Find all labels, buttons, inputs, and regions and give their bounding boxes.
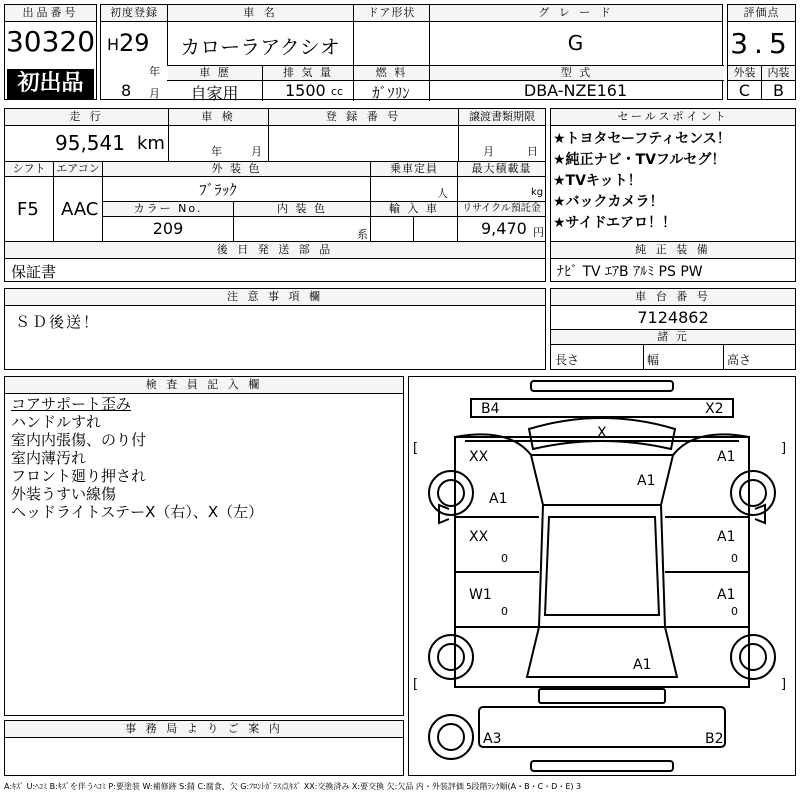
shift-value: F5 [17,199,39,220]
score-box [727,4,796,100]
inspector-note: ハンドルすれ [11,413,102,431]
inspection-label: 車 検 [168,109,268,126]
selling-point: ★バックカメラ！ [553,194,664,210]
first-listing-badge: 初出品 [7,69,94,99]
color-no-label: カラー No. [103,202,233,216]
length-label: 長さ [555,353,580,367]
yen-unit: 円 [533,226,544,239]
load-unit: kg [531,187,544,198]
mark-w1-mid-left: W1 [469,587,492,603]
mark-zero-1: 0 [501,552,508,565]
width-label: 幅 [647,353,660,367]
recycle-label: リサイクル預託金 [458,202,545,216]
later-parts-box [4,241,546,282]
history-label: 車 歴 [168,66,262,80]
selling-point: ★純正ナビ・TVフルセグ！ [553,152,726,168]
reg-month: 8 [121,81,132,100]
color-number: 209 [152,219,184,238]
model-code: DBA-NZE161 [523,81,628,100]
capacity-label: 乗車定員 [371,162,457,176]
era: H [107,35,120,54]
car-name-label: 車 名 [167,5,353,22]
month-unit: 月 [149,87,160,100]
inspector-note: コアサポート歪み [11,395,132,413]
chassis-number: 7124862 [637,308,709,327]
notes-box [4,288,546,370]
lot-number: 30320 [5,25,96,58]
mileage-value: 95,541 [55,131,125,155]
chassis-box [550,288,796,370]
notes-label: 注 意 事 項 欄 [5,289,545,306]
selling-point: ★サイドエアロ！！ [553,215,677,231]
fuel-type: ｶﾞｿﾘﾝ [372,84,410,102]
door-label: ドア形状 [353,5,429,22]
vehicle-info-top [100,4,723,103]
ext-label: 外装 [728,66,761,80]
mark-zero-2: 0 [731,552,738,565]
car-name: カローラアクシオ [180,35,340,59]
selling-points [550,108,796,242]
grade-value: G [567,31,584,55]
equipment-text: ﾅﾋﾞ TV ｴｱB ｱﾙﾐ PS PW [557,264,703,280]
mark-b4: B4 [481,401,500,417]
plate-label: 登 録 番 号 [268,109,458,126]
mark-x2: X2 [705,401,724,417]
recycle-fee: 9,470 [481,219,527,238]
mark-zero-4: 0 [731,605,738,618]
chassis-label: 車 台 番 号 [551,289,795,306]
inspector-note: フロント廻り押され [11,467,147,485]
displacement-label: 排 気 量 [263,66,353,80]
displacement: 1500 [285,81,326,100]
mark-a1-front-left: A1 [489,491,508,507]
transfer-day-unit: 日 [527,145,538,158]
mark-a1-hood: A1 [637,473,656,489]
int-grade: B [773,81,784,100]
damage-diagram [408,376,796,776]
lot-number-box [4,4,97,100]
mark-a1-mid-right: A1 [717,529,736,545]
inspector-note: ヘッドライトステーX（右）、X（左） [11,503,264,521]
inspector-notes [11,395,401,521]
transfer-label: 譲渡書類期限 [458,109,545,126]
dimensions-label: 諸 元 [551,330,795,344]
transfer-month-unit: 月 [483,145,494,158]
inspector-box [4,376,404,716]
mark-a1-mid-right2: A1 [717,587,736,603]
equipment-box [550,241,796,282]
fuel-label: 燃 料 [354,66,429,80]
mark-zero-3: 0 [501,605,508,618]
load-label: 最大積載量 [458,162,545,176]
ext-grade: C [738,81,751,100]
car-history: 自家用 [190,84,239,103]
bracket-left-1: [ [413,441,419,456]
later-parts-text: 保証書 [11,263,57,281]
selling-points-label: セールスポイント [551,109,795,126]
color-label: 外 装 色 [103,162,370,176]
inspector-note: 外装うすい線傷 [11,485,117,503]
mark-b2: B2 [705,731,724,747]
bracket-right-1: ] [781,441,787,456]
mark-x-glass: X [597,425,607,441]
grade-label: グ レ ー ド [429,5,722,22]
int-color-unit: 系 [357,228,368,241]
office-label: 事 務 局 よ り ご 案 内 [5,721,403,738]
cc-unit: cc [331,85,344,98]
selling-points-list [553,129,793,234]
office-box [4,720,404,776]
shift-label: シフト [5,162,53,176]
bracket-left-2: [ [413,677,419,692]
equipment-label: 純 正 装 備 [551,242,795,259]
inspector-label: 検 査 員 記 入 欄 [5,377,403,394]
inspector-note: 室内薄汚れ [11,449,87,467]
int-label: 内装 [762,66,795,80]
reg-year: 29 [119,29,150,57]
height-label: 高さ [727,353,752,367]
score-label: 評価点 [728,5,795,22]
exterior-color: ﾌﾞﾗｯｸ [199,181,237,199]
selling-point: ★TVキット！ [553,173,642,189]
mark-xx-mid-left: XX [469,529,489,545]
mark-a3: A3 [483,731,502,747]
km-unit: km [137,133,165,154]
inspection-year-unit: 年 [211,145,222,158]
ac-value: AAC [61,199,99,220]
mark-a1-front-right: A1 [717,449,736,465]
import-label: 輸 入 車 [371,202,457,216]
selling-point: ★トヨタセーフティセンス！ [553,131,731,147]
mark-a1-rear: A1 [633,657,652,673]
model-label: 型 式 [430,66,723,80]
inspector-note: 室内内張傷、のり付 [11,431,147,449]
int-color-label: 内 装 色 [234,202,370,216]
mark-xx-front-left: XX [469,449,489,465]
mileage-label: 走 行 [5,109,168,126]
notes-text: ＳＤ後送！ [15,313,101,331]
capacity-unit: 人 [437,187,448,200]
later-parts-label: 後 日 発 送 部 品 [5,242,545,259]
ac-label: エアコン [54,162,102,176]
score-value: 3.5 [730,27,793,60]
vehicle-details [4,108,546,242]
inspection-month-unit: 月 [251,145,262,158]
year-unit: 年 [149,65,160,78]
lot-number-label: 出品番号 [5,5,96,22]
bracket-right-2: ] [781,677,787,692]
legend: A:ｷｽﾞ U:ﾍｺﾐ B:ｷｽﾞを伴うﾍｺﾐ P:要塗装 W:補修跡 S:錆 C:腐食、欠 G:ﾌﾛﾝﾄｶﾞﾗｽ点ｷｽﾞ XX:交換済み X:要交換 欠:欠品 内・外装評価 5段階ﾗﾝｸ順(A・B・C・D・E) 3 [4,782,582,791]
first-reg-label: 初度登録 [101,5,167,22]
